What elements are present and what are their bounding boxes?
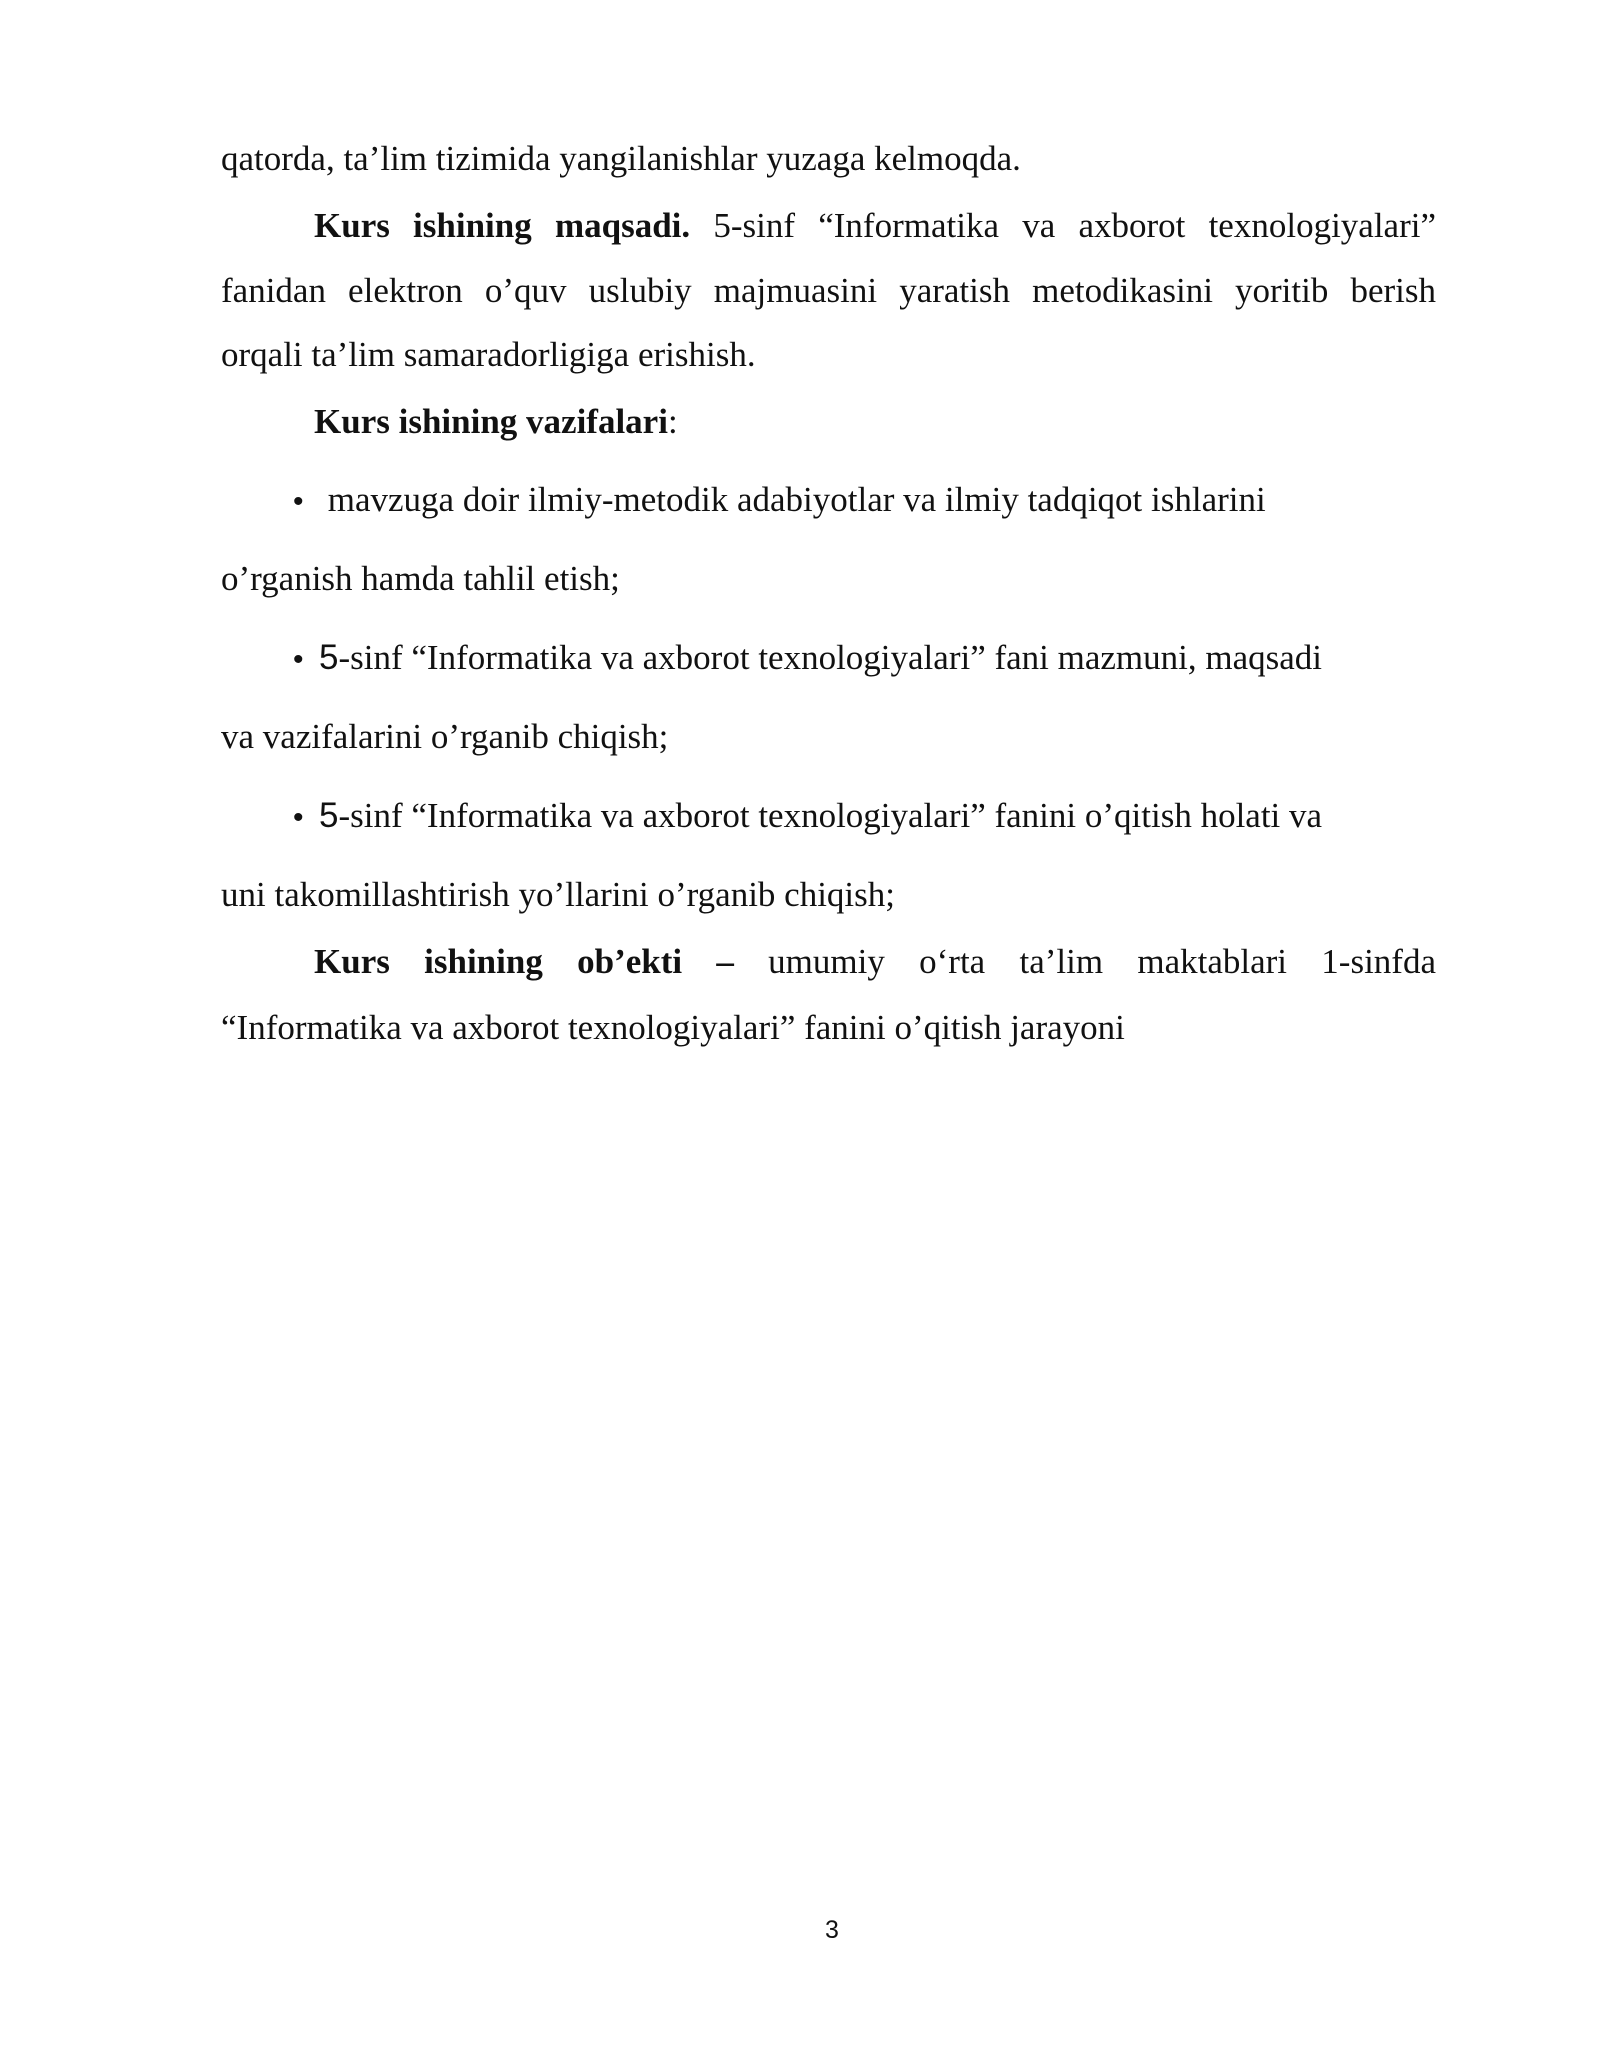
goal-text-2: fanidan elektron o’quv uslubiy majmuasini yaratish metodikasini yoritib berish bbox=[221, 271, 1436, 310]
bullet-icon: • bbox=[293, 485, 304, 518]
object-line-2 bbox=[221, 995, 1125, 1061]
intro-text: qatorda, ta’lim tizimida yangilanishlar yuzaga kelmoqda. bbox=[221, 139, 1021, 178]
task-item-2-continuation bbox=[221, 704, 668, 770]
task-item-3 bbox=[293, 783, 1322, 851]
goal-heading: Kurs ishining maqsadi. bbox=[314, 206, 691, 245]
task-item-3-continuation bbox=[221, 862, 895, 928]
object-text-1: umumiy o‘rta ta’lim maktablari 1-sinfda bbox=[733, 942, 1436, 981]
task-item-3-line-2: uni takomillashtirish yo’llarini o’rganib chiqish; bbox=[221, 875, 895, 914]
goal-line-1 bbox=[314, 193, 1436, 259]
goal-text-3: orqali ta’lim samaradorligiga erishish. bbox=[221, 335, 756, 374]
tasks-colon: : bbox=[667, 402, 678, 441]
intro-line bbox=[221, 126, 1021, 192]
task-item-1 bbox=[293, 467, 1266, 535]
object-text-2: “Informatika va axborot texnologiyalari” fanini o’qitish jarayoni bbox=[221, 1008, 1125, 1047]
task-item-1-line-1: mavzuga doir ilmiy-metodik adabiyotlar va ilmiy tadqiqot ishlarini bbox=[319, 480, 1266, 519]
task-item-1-line-2: o’rganish hamda tahlil etish; bbox=[221, 559, 620, 598]
bullet-icon: • bbox=[293, 801, 304, 834]
task-item-2 bbox=[293, 625, 1322, 693]
task-item-2-line-1: -sinf “Informatika va axborot texnologiyalari” fani mazmuni, maqsadi bbox=[338, 638, 1323, 677]
task-item-2-line-2: va vazifalarini o’rganib chiqish; bbox=[221, 717, 669, 756]
goal-text-1: 5-sinf “Informatika va axborot texnologiyalari” bbox=[690, 206, 1436, 245]
tasks-heading: Kurs ishining vazifalari bbox=[314, 402, 668, 441]
task-item-2-number: 5 bbox=[319, 638, 339, 677]
bullet-icon: • bbox=[293, 643, 304, 676]
task-item-3-line-1: -sinf “Informatika va axborot texnologiyalari” fanini o’qitish holati va bbox=[338, 796, 1323, 835]
goal-line-2 bbox=[221, 258, 1436, 324]
goal-line-3 bbox=[221, 322, 756, 388]
object-heading: Kurs ishining ob’ekti – bbox=[314, 942, 734, 981]
tasks-heading-line bbox=[314, 389, 678, 455]
page-number: 3 bbox=[825, 1916, 839, 1944]
task-item-1-continuation bbox=[221, 546, 620, 612]
task-item-3-number: 5 bbox=[319, 796, 339, 835]
object-line-1 bbox=[314, 929, 1436, 995]
